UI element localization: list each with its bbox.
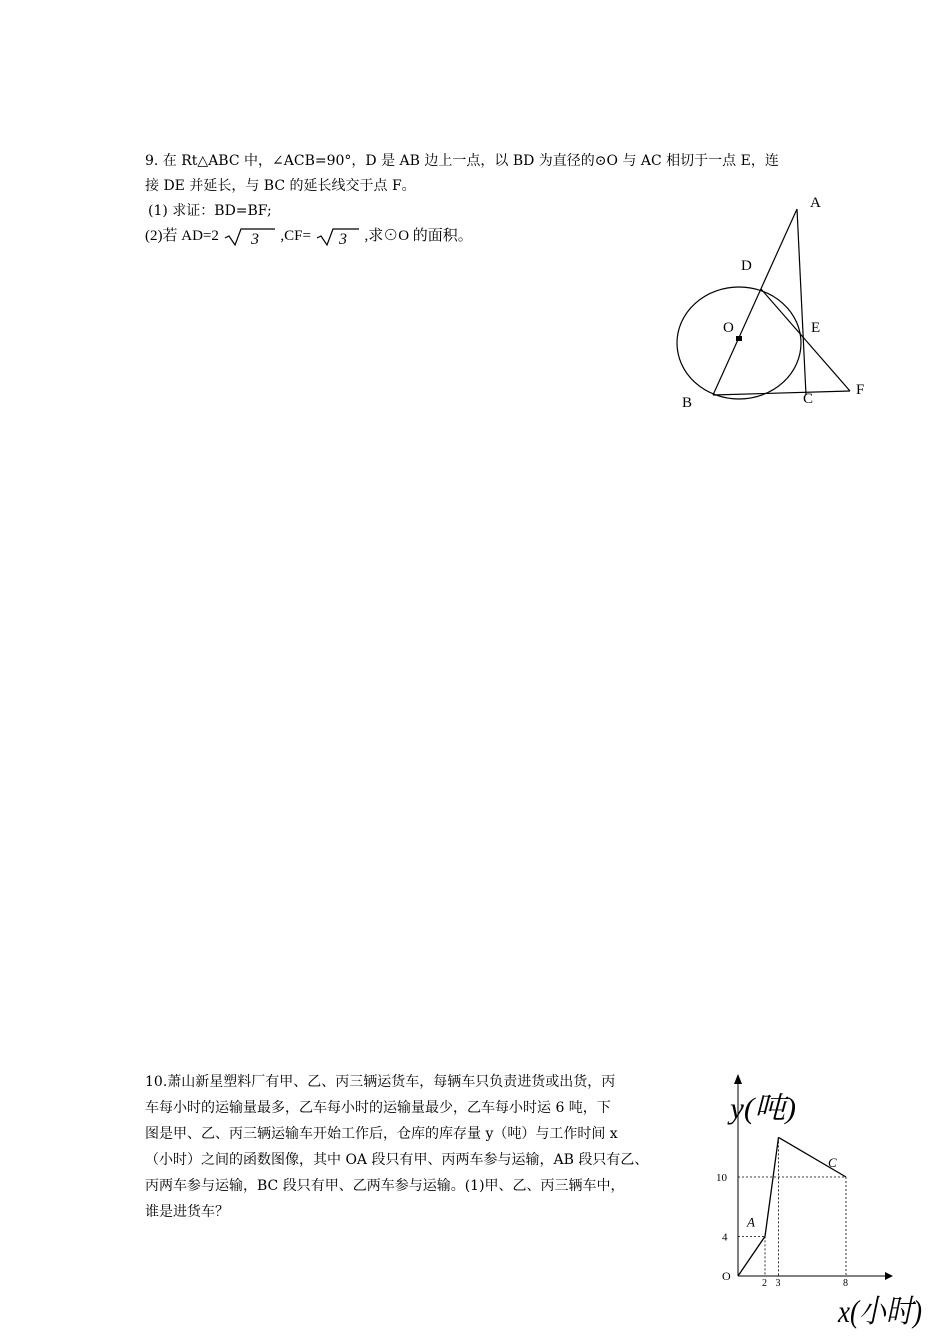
x-tick-label: 3 (775, 1278, 781, 1289)
q9-part-1: (1) 求证：BD=BF; (148, 203, 272, 219)
q9-line-2: 接 DE 并延长，与 BC 的延长线交于点 F。 (145, 178, 416, 194)
point-label-a: A (747, 1214, 755, 1230)
sqrt-symbol (223, 227, 277, 247)
q9-part-2-a: (2)若 AD=2 (145, 228, 219, 244)
geometry-figure (660, 185, 880, 420)
label-o: O (723, 320, 734, 336)
q10-line: （小时）之间的函数图像，其中 OA 段只有甲、丙两车参与运输，AB 段只有乙、 (145, 1152, 649, 1168)
x-axis-title: x(小时) (837, 1293, 922, 1329)
q10-line: 10.萧山新星塑料厂有甲、乙、丙三辆运货车，每辆车只负责进货或出货，丙 (145, 1074, 616, 1090)
label-f: F (856, 382, 865, 398)
x-axis-arrow (885, 1272, 893, 1280)
q9-part-2-b: ,CF= (280, 228, 311, 244)
label-d: D (741, 258, 752, 274)
origin-label: O (722, 1269, 731, 1283)
x-tick-label: 2 (762, 1278, 767, 1289)
segment-bf (713, 391, 850, 395)
label-b: B (682, 395, 693, 411)
y-axis-title: y(吨) (726, 1092, 797, 1125)
segment-ac (797, 209, 806, 395)
q10-line: 谁是进货车？ (145, 1204, 229, 1220)
q10-line: 车每小时的运输量最多，乙车每小时的运输量最少，乙车每小时运 6 吨，下 (145, 1100, 611, 1116)
point-label-c: C (828, 1155, 837, 1170)
inventory-graph (700, 1062, 930, 1334)
segment-ab (713, 209, 797, 395)
q9-line-1: 9. 在 Rt△ABC 中，∠ACB=90°，D 是 AB 边上一点，以 BD 为直径的⊙O 与 AC 相切于一点 E，连 (145, 153, 779, 169)
graph-segment (765, 1137, 779, 1236)
center-point-o (736, 336, 742, 341)
q10-line: 丙两车参与运输，BC 段只有甲、乙两车参与运输。(1)甲、乙、丙三辆车中， (145, 1178, 625, 1194)
label-e: E (811, 320, 821, 336)
sqrt-radicand: 3 (250, 230, 259, 247)
sqrt-symbol (315, 227, 361, 247)
label-c: C (803, 391, 814, 407)
y-axis-arrow (734, 1074, 742, 1084)
y-tick-label: 4 (722, 1231, 728, 1244)
q9-part-2-c: ,求⊙O 的面积。 (364, 228, 473, 244)
circle-o (677, 287, 801, 399)
x-tick-label: 8 (843, 1278, 848, 1289)
label-a: A (810, 195, 821, 211)
graph-segment (738, 1236, 765, 1276)
q9-part-2 (145, 225, 473, 247)
y-tick-label: 10 (716, 1172, 727, 1184)
sqrt-radicand: 3 (338, 230, 347, 247)
q10-line: 图是甲、乙、丙三辆运输车开始工作后，仓库的库存量 y（吨）与工作时间 x (145, 1126, 618, 1142)
